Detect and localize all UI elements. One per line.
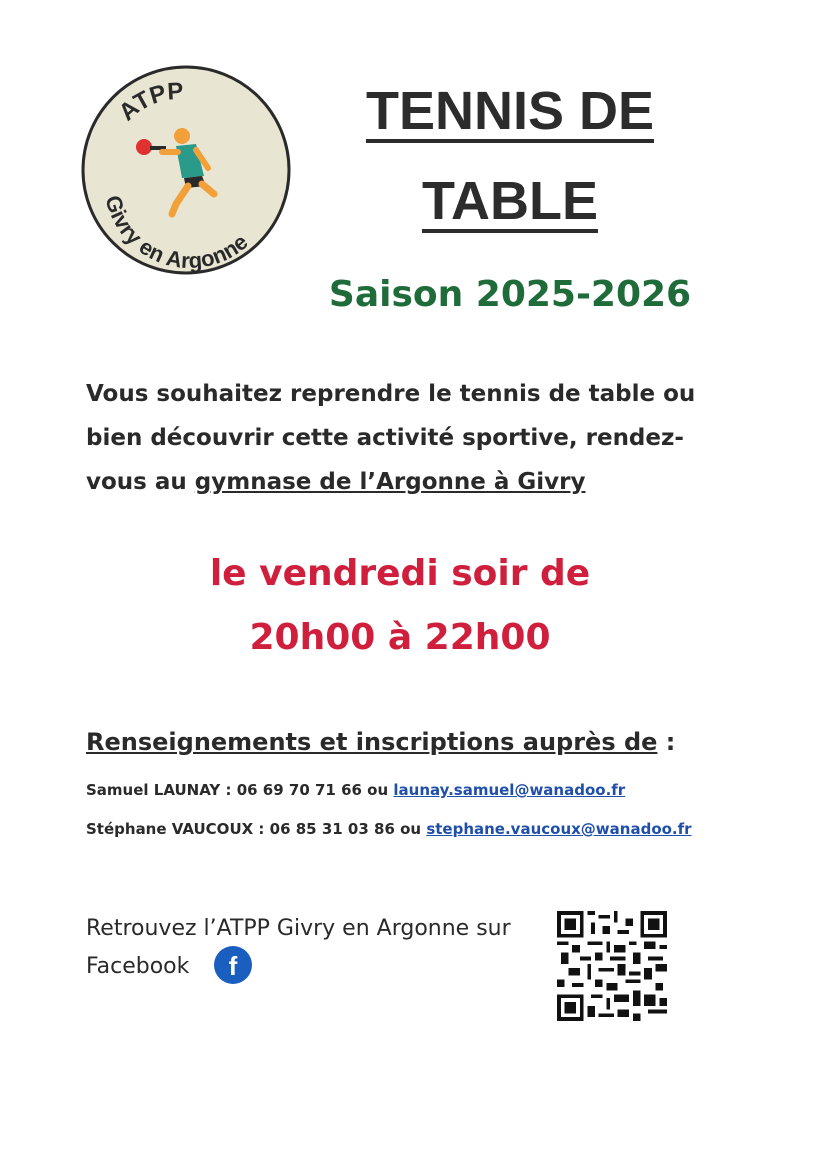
- club-logo: [80, 64, 292, 276]
- contact-line: Stéphane VAUCOUX : 06 85 31 03 86 ou stephane.vaucoux@wanadoo.fr: [86, 820, 692, 838]
- schedule-time: 20h00 à 22h00: [249, 617, 551, 658]
- email-link[interactable]: launay.samuel@wanadoo.fr: [393, 781, 626, 799]
- intro-line-2: bien découvrir cette activité sportive, rendez-: [86, 425, 684, 451]
- logo-bottom-text: Givry en Argonne: [100, 192, 253, 274]
- intro-line-3: vous au gymnase de l’Argonne à Givry: [86, 469, 586, 495]
- intro-line-1: Vous souhaitez reprendre le tennis de table ou: [86, 381, 696, 407]
- title-line-1: TENNIS DE: [365, 81, 655, 141]
- qr-code-icon[interactable]: [557, 911, 667, 1021]
- title-line-2: TABLE: [422, 171, 598, 231]
- season-label: Saison 2025-2026: [328, 274, 692, 315]
- venue-name: gymnase de l’Argonne à Givry: [194, 469, 586, 495]
- intro-paragraph: [86, 372, 706, 504]
- email-link[interactable]: stephane.vaucoux@wanadoo.fr: [426, 820, 692, 838]
- contact-heading: Renseignements et inscriptions auprès de :: [86, 728, 676, 756]
- contact-line: Samuel LAUNAY : 06 69 70 71 66 ou launay.samuel@wanadoo.fr: [86, 781, 626, 799]
- facebook-text: Retrouvez l’ATPP Givry en Argonne sur Facebook: [86, 916, 511, 979]
- facebook-icon[interactable]: f: [214, 946, 252, 984]
- logo-top-text: ATPP: [113, 77, 185, 127]
- schedule-day: le vendredi soir de: [209, 553, 591, 594]
